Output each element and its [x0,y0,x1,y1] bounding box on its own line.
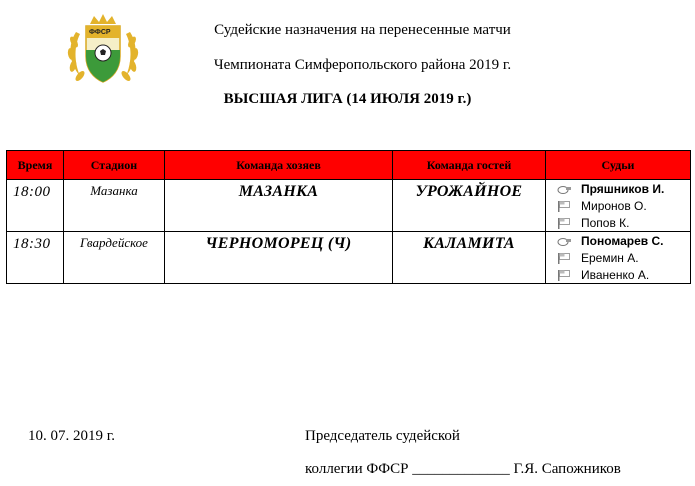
referee-name: Пономарев С. [581,233,664,248]
referee-name: Еремин А. [581,250,639,265]
home-team: ЧЕРНОМОРЕЦ (Ч) [165,232,393,284]
schedule-table [6,150,691,284]
referees-cell [546,232,691,284]
referees-cell [546,180,691,232]
referee-main [546,232,690,249]
match-stadium: Гвардейское [64,232,165,284]
col-header-home-team: Команда хозяев [165,151,393,180]
referee-name: Миронов О. [581,198,647,213]
table-header-row [7,151,691,180]
col-header-referees: Судьи [546,151,691,180]
col-header-away-team: Команда гостей [393,151,546,180]
heading-line-1: Судейские назначения на перенесенные матчи [214,22,511,38]
flag-icon [557,269,571,281]
heading-line-2: Чемпионата Симферопольского района 2019 г. [213,57,512,73]
whistle-icon [557,235,571,247]
flag-icon [557,217,571,229]
referee-main [546,180,690,197]
heading-league: ВЫСШАЯ ЛИГА (14 ИЮЛЯ 2019 г.) [223,91,472,107]
referee-name: Попов К. [581,215,630,230]
match-stadium: Мазанка [64,180,165,232]
logo-text: ФФСР [89,29,111,36]
referee-name: Иваненко А. [581,267,650,282]
away-team: УРОЖАЙНОЕ [393,180,546,232]
flag-icon [557,200,571,212]
footer-chair-signature: коллегии ФФСР _____________ Г.Я. Сапожников [305,461,621,477]
col-header-time: Время [7,151,64,180]
away-team: КАЛАМИТА [393,232,546,284]
match-time: 18:00 [7,180,64,232]
footer-date: 10. 07. 2019 г. [28,428,115,444]
home-team: МАЗАНКА [165,180,393,232]
footer-chair-title: Председатель судейской [305,428,460,444]
flag-icon [557,252,571,264]
whistle-icon [557,183,571,195]
table-row [7,180,691,232]
table-row [7,232,691,284]
assistant-referee-1 [546,249,690,266]
referee-name: Пряшников И. [581,181,665,196]
col-header-stadium: Стадион [64,151,165,180]
assistant-referee-1 [546,197,690,214]
match-time: 18:30 [7,232,64,284]
assistant-referee-2 [546,266,690,283]
assistant-referee-2 [546,214,690,231]
